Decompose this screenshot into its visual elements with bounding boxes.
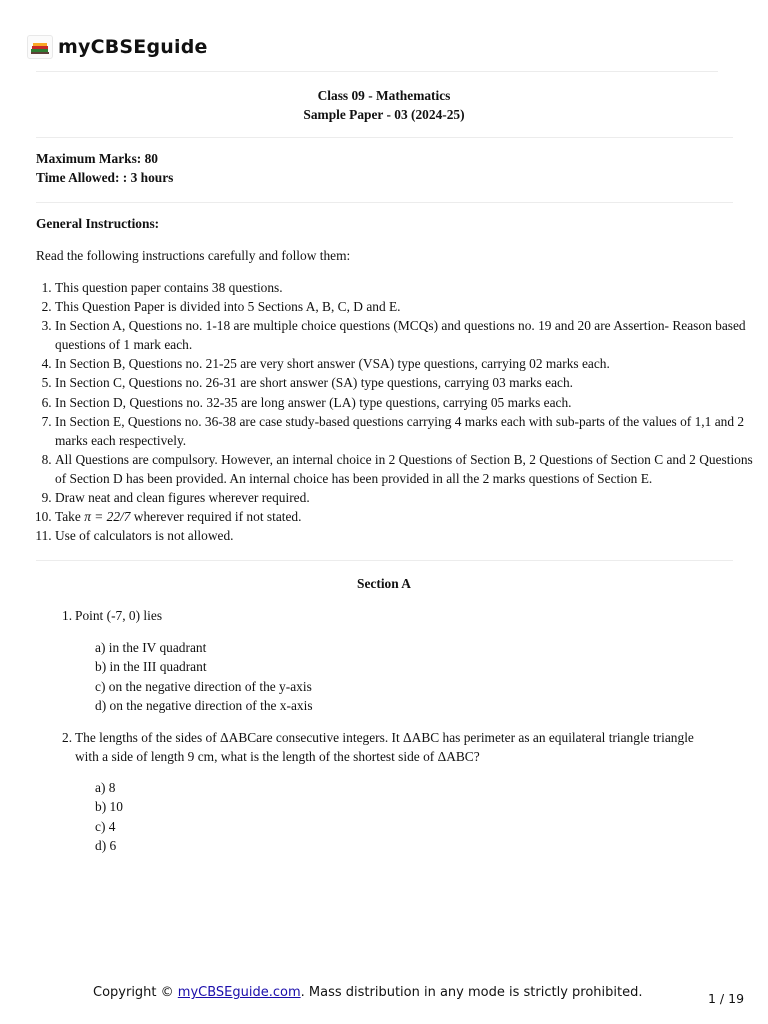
instructions-intro: Read the following instructions carefully and follow them: — [36, 248, 351, 263]
paper-class-title: Class 09 - Mathematics — [317, 88, 451, 103]
option: a) 8 — [95, 780, 116, 795]
book-stack-logo-icon — [27, 35, 53, 59]
section-a-title: Section A — [357, 576, 411, 591]
copyright-prefix: Copyright © — [93, 985, 178, 1000]
question-1 — [62, 606, 722, 625]
question-number: 1. — [62, 608, 73, 623]
list-item: 3. In Section A, Questions no. 1-18 are multiple choice questions (MCQs) and questions no. 19 and 20 are Assertion- Reason based questions of 1 mark each. — [55, 316, 755, 354]
list-item: 8. All Questions are compulsory. However, an internal choice in 2 Questions of Section B, 2 Questions of Section C and 2 Questions of Section D has been provided. An internal choice has been provided in all the 2 marks questions of Section E. — [55, 450, 755, 488]
divider — [36, 560, 733, 561]
page-number: 1 / 19 — [708, 991, 745, 1006]
site-link[interactable]: myCBSEguide.com — [177, 985, 301, 1000]
question-text: The lengths of the sides of ΔABCare consecutive integers. It ΔABC has perimeter as an equilateral triangle triangle with a side of length 9 cm, what is the length of the shortest side of ΔABC? — [75, 730, 694, 765]
option: b) in the III quadrant — [95, 659, 207, 675]
option: c) on the negative direction of the y-axis — [95, 678, 312, 694]
list-item: 7. In Section E, Questions no. 36-38 are case study-based questions carrying 4 marks each with sub-parts of the values of 1,1 and 2 marks each respectively. — [55, 412, 755, 450]
option: c) 4 — [95, 818, 116, 834]
option: b) 10 — [95, 799, 123, 815]
option: d) 6 — [95, 837, 117, 853]
item-text: Take — [55, 509, 85, 525]
list-item: 5. In Section C, Questions no. 26-31 are short answer (SA) type questions, carrying 03 marks each. — [55, 373, 755, 392]
pi-formula: π = 22/7 — [84, 509, 131, 525]
divider — [36, 202, 733, 203]
option: d) on the negative direction of the x-axis — [95, 697, 313, 713]
brand-name: myCBSEguide — [58, 36, 208, 58]
time-allowed: Time Allowed: : 3 hours — [36, 170, 174, 185]
list-item: 9. Draw neat and clean figures wherever required. — [55, 488, 755, 507]
question-number: 2. — [62, 730, 73, 745]
list-item: 2. This Question Paper is divided into 5 Sections A, B, C, D and E. — [55, 297, 755, 316]
list-item: 1. This question paper contains 38 questions. — [55, 278, 755, 297]
brand-header — [27, 34, 208, 60]
divider — [36, 71, 718, 72]
list-item — [55, 507, 755, 526]
copyright-suffix: . Mass distribution in any mode is strictly prohibited. — [300, 985, 643, 1000]
question-2-options — [95, 778, 123, 855]
general-instructions-heading: General Instructions: — [36, 216, 160, 231]
instructions-list — [36, 278, 755, 545]
list-item: 4. In Section B, Questions no. 21-25 are very short answer (VSA) type questions, carrying 02 marks each. — [55, 354, 755, 373]
copyright-notice — [93, 985, 642, 1000]
paper-sample-title: Sample Paper - 03 (2024-25) — [303, 107, 465, 122]
divider — [36, 137, 733, 138]
question-2 — [62, 728, 714, 767]
question-1-options — [95, 638, 313, 715]
maximum-marks: Maximum Marks: 80 — [36, 151, 158, 166]
question-text: Point (-7, 0) lies — [75, 608, 163, 623]
item-text: wherever required if not stated. — [130, 509, 302, 525]
list-item: 11. Use of calculators is not allowed. — [55, 526, 755, 545]
option: a) in the IV quadrant — [95, 640, 207, 655]
list-item: 6. In Section D, Questions no. 32-35 are long answer (LA) type questions, carrying 05 marks each. — [55, 393, 755, 412]
